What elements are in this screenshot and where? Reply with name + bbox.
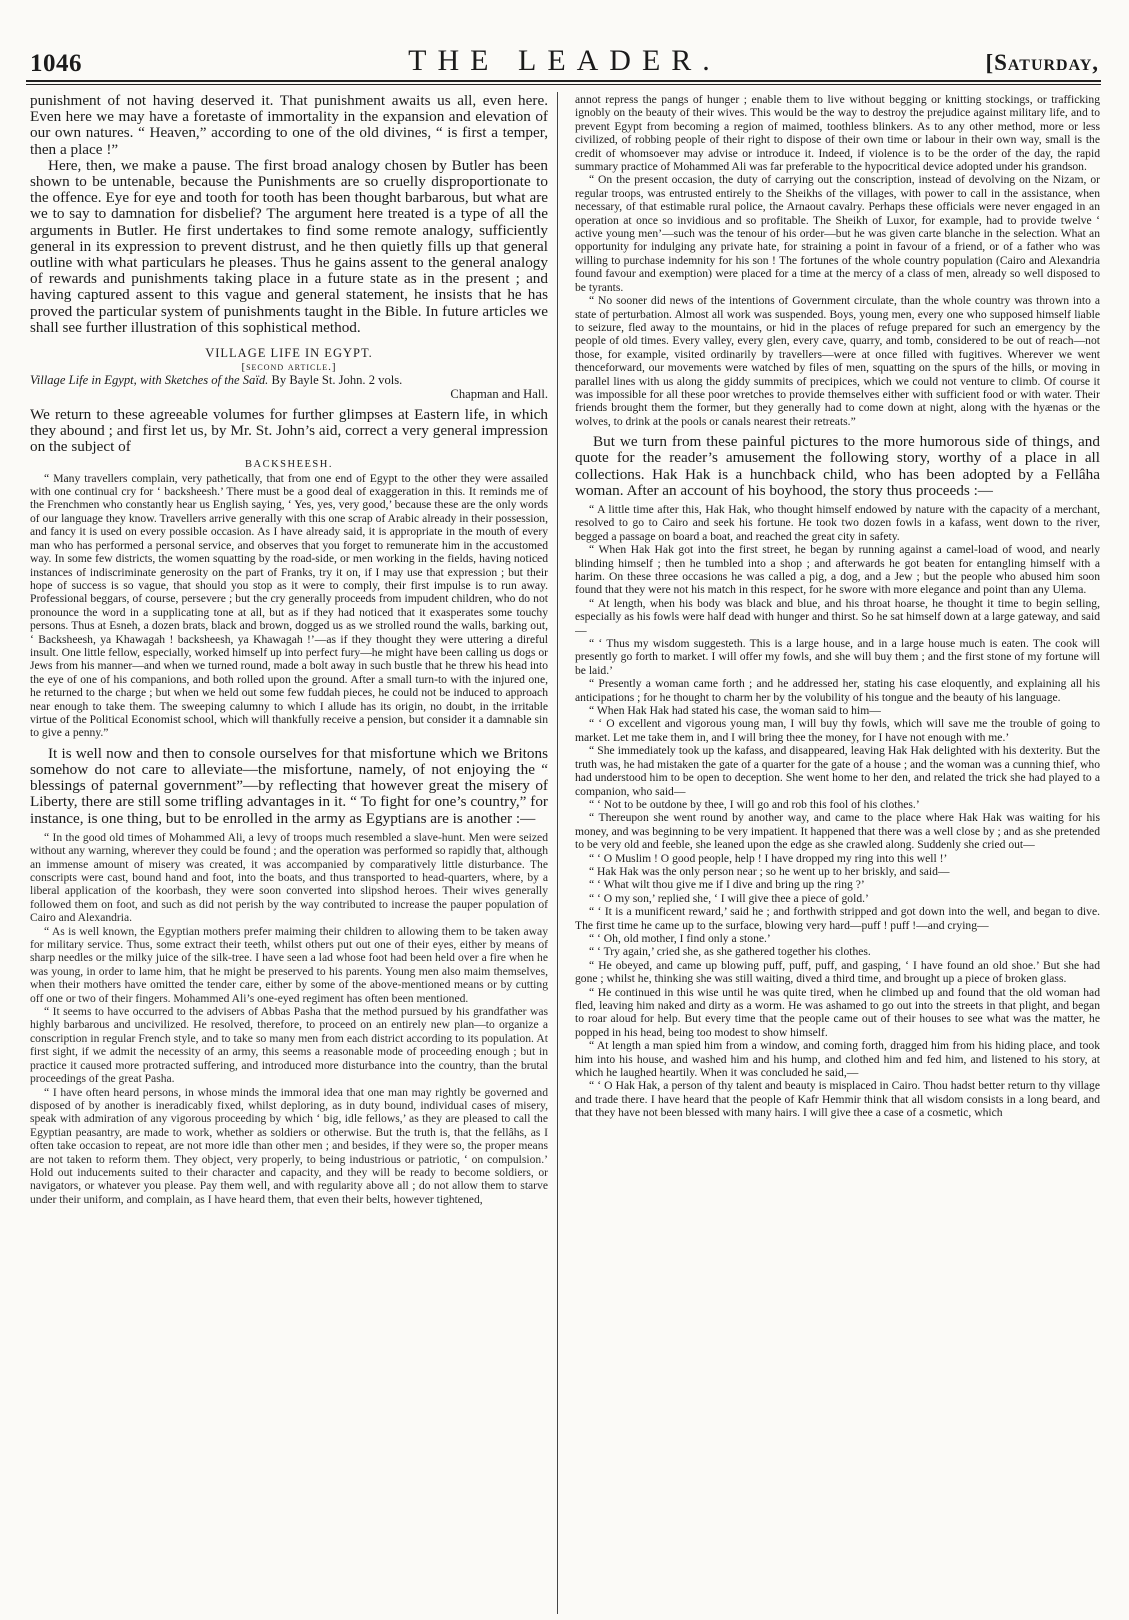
conscription-quote: “ As is well known, the Egyptian mothers prefer maiming their children to allowing them to be taken away for military service. Thus, some extract their teeth, whilst others put out one of their eyes, either by means of sharp needles or the milky juice of the silk-tree. I have seen a lad whose foot had been held over a fire when he was young, in order to lame him, that he might be preserved to his parents. Young men also maim themselves, when their mothers have omitted the tender care, either by some of the above-mentioned means or by cutting off one or two of their fingers. Mohammed Ali’s one-eyed regiment has often been mentioned. [30, 924, 548, 1005]
continuation-quote: “ No sooner did news of the intentions of Government circulate, than the whole country was thrown into a state of perturbation. Almost all work was suspended. Boys, young men, every one who supposed himself liable to seizure, fled away to the mountains, or hid in the places of refuge prepared for such an emergency by the people of old times. Every valley, every glen, every cave, quarry, and tomb, considered to be out of reach—not those, for example, visited ordinarily by travellers—were at once filled with fugitives. Wherever we went thenceforward, our movements were watched by files of men, squatting on the spurs of the hills, or moving in parallel lines with us along the giddy summits of precipices, which we could not venture to climb. Of course it was impossible for all these poor wretches to provide themselves either with sufficient food or with water. Their friends brought them the former, but they generally had to come down at night, along with the hyænas or the wolves, to drink at the pools or canals nearest their retreats.” [575, 294, 1100, 428]
right-column [575, 93, 1100, 1613]
story-quote: “ He continued in this wise until he was quite tired, when he climbed up and found that the old woman had fled, leaving him naked and dirty as a worm. He was ashamed to go out into the streets in that plight, and began to roar aloud for help. But every time that the people came out of their houses to see what was the matter, he popped in his head, being too modest to show himself. [575, 985, 1100, 1039]
masthead-rule-thick [26, 80, 1101, 82]
story-quote: “ ‘ O Muslim ! O good people, help ! I have dropped my ring into this well !’ [589, 851, 948, 865]
section-heading: BACKSHEESH. [245, 458, 333, 470]
story-quote: “ ‘ Oh, old mother, I find only a stone.’ [589, 931, 771, 945]
newspaper-title: THE LEADER. [408, 44, 721, 77]
story-quote: “ ‘ O Hak Hak, a person of thy talent and beauty is misplaced in Cairo. Thou hadst better return to thy village and trade there. I have heard that the people of Kafr Hemmir think that all wisdom consists in a long beard, and that they have not been blessed with many hairs. I will give thee a case of a cosmetic, which [575, 1079, 1100, 1120]
masthead [0, 0, 1129, 84]
conscription-quote: “ I have often heard persons, in whose minds the immoral idea that one man may rightly be governed and disposed of by another is ineradicably fixed, whilst deploring, as in duty bound, individual cases of misery, speak with admiration of any vigorous proceeding by which ‘ big, idle fellows,’ as they are pleased to call the Egyptian peasantry, are made to work, whether as soldiers or otherwise. But the truth is, that the fellâhs, as I often take occasion to repeat, are not more idle than other men ; and besides, if they were so, the proper means are not taken to reform them. They object, very properly, to being industrious or patriotic, ‘ on compulsion.’ Hold out inducements suited to their character and capacity, and they will be ready to become soldiers, or navigators, or whatever you please. Pay them well, and with regularity above all ; do not allow them to starve under their uniform, and complain, as I have heard them, that even their belts, however tightened, [30, 1085, 548, 1206]
story-quote: “ Thereupon she went round by another way, and came to the place where Hak Hak was waiting for his money, and was beginning to be very impatient. It happened that there was a well close by ; and as she pretended to be very old and feeble, she leaned upon the edge as she crawled along. Suddenly she cried out— [575, 811, 1100, 852]
continuation-quote: annot repress the pangs of hunger ; enable them to live without begging or knitting stockings, or trafficking ignobly on the beauty of their wives. This would be the way to destroy the prejudice against military life, and to prevent Egypt from becoming a region of maimed, toothless blinkers. As to any other method, more or less civilized, of robbing people of their right to dispose of their own time or labour in their own way, small is the credit of whomsoever may advise or introduce it. Indeed, if violence is to be the order of the day, the rapid summary practice of Mohammed Ali was far preferable to the hypocritical device adopted under his grandson. [575, 93, 1100, 174]
book-title: Village Life in Egypt, with Sketches of the Saïd. [30, 373, 269, 388]
story-quote: “ At length a man spied him from a window, and coming forth, dragged him from his hiding place, and took him into his house, and washed him and his hump, and clothed him and fed him, and listened to his story, at which he laughed heartily. When it was concluded he said,— [575, 1039, 1100, 1080]
intro-paragraph: punishment of not having deserved it. That punishment awaits us all, even here. Even here we may have a foretaste of immortality in the expansion and elevation of our own natures. “ Heaven,” according to one of the old divines, “ is first a temper, then a place !” [30, 93, 548, 158]
transition-paragraph: But we turn from these painful pictures to the more humorous side of things, and quote for the reader’s amusement the following story, worthy of a place in all collections. Hak Hak is a hunchback child, who has been adopted by a Fellâha woman. After an account of his boyhood, the story thus proceeds :— [575, 433, 1100, 499]
story-quote: “ When Hak Hak had stated his case, the woman said to him— [589, 704, 881, 718]
left-column [30, 93, 548, 1613]
story-quote: “ At length, when his body was black and blue, and his throat hoarse, he thought it time to begin selling, especially as his fowls were half dead with hunger and thirst. So he sat himself down at a large gateway, and said— [575, 596, 1100, 637]
article-heading: VILLAGE LIFE IN EGYPT. [205, 346, 373, 361]
conscription-quote: “ In the good old times of Mohammed Ali, a levy of troops much resembled a slave-hunt. Men were seized without any warning, wherever they could be found ; and the operation was performed so rapidly that, although an immense amount of misery was created, it was accompanied by comparatively little disturbance. The conscripts were cast, bound hand and foot, into the boats, and thus transported to head-quarters, where, by a liberal application of the koorbash, they were soon converted into slipshod heroes. Their wives generally followed them on foot, and such as did not perish by the way contributed to increase the pauper population of Cairo and Alexandria. [30, 830, 548, 925]
backsheesh-quote: “ Many travellers complain, very pathetically, that from one end of Egypt to the other they were assailed with one continual cry for ‘ backsheesh.’ There must be a good deal of exaggeration in this. It reminds me of the Frenchmen who constantly hear us English saying, ‘ Yes, yes, very good,’ because these are the only words of our language they know. Travellers arrive generally with this one scrap of Arabic already in their possession, and fancy it is used on every possible occasion. As I have already said, it is appropriate in the mouth of every man who has performed a personal service, and observes that you forget to remunerate him in the accustomed way. In some few districts, the women squatting by the road-side, or men working in the fields, having noticed instances of indiscriminate generosity on the part of Franks, try it on, if I may use that expression ; but their hope of success is so vague, that should you stop as it were to comply, their first impulse is to run away. Professional beggars, of course, persevere ; but the cry generally proceeds from impudent children, who do not pronounce the word in a supplicating tone at all, but as if they had noticed that it exasperates some touchy persons. Thus at Esneh, a dozen brats, black and brown, dogged us as we strolled round the walls, barking out, ‘ Backsheesh, ya Khawagah ! backsheesh, ya Khawagah !’—as if they thought they were uttering a direful insult. One little fellow, especially, worked himself up into perfect fury—he might have been calling us dogs or Jews from his manner—and when we turned round, made a bolt away in such bustle that he threw his head into the eye of one of his companions, and both rolled upon the ground. After a small turn-to with the injured one, he returned to the charge ; but when we held out some few fuddah pieces, he could not be induced to approach near enough to take them. The sweeping calumny to which I allude has its origin, no doubt, in the irritable virtue of the Political Economist school, which will thankfully receive a pension, but consider it a damnable sin to give a penny.” [30, 471, 548, 740]
masthead-rule-thin [26, 84, 1101, 85]
story-quote: “ ‘ What wilt thou give me if I dive and bring up the ring ?’ [589, 878, 865, 892]
story-quote: “ He obeyed, and came up blowing puff, puff, puff, and gasping, ‘ I have found an old shoe.’ But she had gone ; whilst he, thinking she was still waiting, dived a third time, and brought up a piece of broken glass. [575, 958, 1100, 986]
story-quote: “ ‘ Not to be outdone by thee, I will go and rob this fool of his clothes.’ [589, 797, 920, 811]
story-quote: “ ‘ O excellent and vigorous young man, I will buy thy fowls, which will save me the trouble of going to market. Let me take them in, and I will bring thee the money, for I have not enough with me.’ [575, 717, 1100, 744]
story-quote: “ She immediately took up the kafass, and disappeared, leaving Hak Hak delighted with his dexterity. But the truth was, he had mistaken the gate of a quarter for the gate of a house ; and the woman was a cunning thief, who had understood him to be open to deception. She went home to her den, and related the trick she had played to a companion, who said— [575, 744, 1100, 798]
story-quote: “ Presently a woman came forth ; and he addressed her, stating his case eloquently, and explaining all his anticipations ; for he thought to charm her by the volubility of his tongue and the beauty of his language. [575, 677, 1100, 704]
book-citation [30, 373, 548, 401]
story-quote: “ A little time after this, Hak Hak, who thought himself endowed by nature with the capacity of a merchant, resolved to go to Cairo and seek his fortune. He took two dozen fowls in a kafass, went down to the river, begged a passage on board a boat, and reached the great city in safety. [575, 502, 1100, 543]
consolation-paragraph: It is well now and then to console ourselves for that misfortune which we Britons somehow do not care to alleviate—the misfortune, namely, of not enjoying the “ blessings of paternal government”—by reflecting that however great the misery of Liberty, there are still some trifling advantages in it. “ To fight for one’s country,” for instance, is one thing, but to be enrolled in the army as Egyptians are is another :— [30, 744, 548, 827]
story-quote: “ Hak Hak was the only person near ; so he went up to her briskly, and said— [589, 864, 950, 878]
conscription-quote: “ It seems to have occurred to the advisers of Abbas Pasha that the method pursued by his grandfather was highly barbarous and uncivilized. He resolved, therefore, to proceed on an entirely new plan—to organize a conscription in regular French style, and to take so many men from each district according to its population. At first sight, if we admit the necessity of an army, this seems a reasonable mode of proceeding enough ; but in practice it caused more protracted suffering, and introduced more disturbance into the country, than the brutal proceedings of the great Pasha. [30, 1005, 548, 1086]
column-divider [557, 92, 558, 1614]
story-quote: “ ‘ Thus my wisdom suggesteth. This is a large house, and in a large house much is eaten. The cook will presently go forth to market. I will offer my fowls, and she will buy them ; and the first stone of my fortune will be laid.’ [575, 637, 1100, 677]
article-opening: We return to these agreeable volumes for further glimpses at Eastern life, in which they abound ; and first let us, by Mr. St. John’s aid, correct a very general impression on the subject of [30, 406, 548, 456]
book-publisher: Chapman and Hall. [450, 387, 548, 402]
story-quote: “ ‘ O my son,’ replied she, ‘ I will give thee a piece of gold.’ [589, 891, 869, 905]
book-author: By Bayle St. John. 2 vols. [271, 373, 403, 388]
page-number: 1046 [30, 50, 82, 77]
story-quote: “ ‘ It is a munificent reward,’ said he ; and forthwith stripped and got down into the well, and began to dive. The first time he came up to the surface, blowing very hard—puff ! puff !—and crying— [575, 905, 1100, 932]
continuation-quote: “ On the present occasion, the duty of carrying out the conscription, instead of devolving on the Nizam, or regular troops, was entrusted entirely to the Sheikhs of the villages, with power to call in the assistance, when necessary, of that estimable rural police, the Arnaout cavalry. Perhaps these officials were never engaged in an operation at once so invidious and so profitable. The Sheikh of Luxor, for example, had to provide twelve ‘ active young men’—such was the tenour of his order—but he was given carte blanche in the selection. What an opportunity for indulging any private hate, for straining a point in favour of a friend, or of a father who was willing to purchase indemnity for his son ! The fortunes of the whole country population (Cairo and Alexandria found favour and exemption) were placed for a time at the mercy of a class of men, already so well disposed to be tyrants. [575, 173, 1100, 294]
story-quote: “ When Hak Hak got into the first street, he began by running against a camel-load of wood, and nearly blinding himself ; then he tumbled into a shop ; and afterwards he got beaten for entangling himself with a harim. On these three occasions he was called a pig, a dog, and a Jew ; but the people who abused him soon found that they were not his match in this respect, for he swore with more elegance and point than any Ulema. [575, 543, 1100, 597]
intro-paragraph: Here, then, we make a pause. The first broad analogy chosen by Butler has been shown to be untenable, because the Punishments are so cruelly disproportionate to the offence. Eye for eye and tooth for tooth has been thought barbarous, but what are we to say to damnation for disbelief? The argument here treated is a type of all the arguments in Butler. He first undertakes to find some remote analogy, sufficiently general in its expression to prevent distrust, and he then quietly fills up that general outline with what particulars he pleases. Thus he gains assent to the general analogy of rewards and punishments taking place in a future state as in the present ; and having captured assent to this vague and general statement, he insists that he has proved the particular system of punishments taught in the Bible. In future articles we shall see further illustration of this sophistical method. [30, 156, 548, 336]
story-quote: “ ‘ Try again,’ cried she, as she gathered together his clothes. [589, 945, 871, 959]
issue-day: [Saturday, [985, 50, 1099, 75]
article-subheading: [second article.] [241, 361, 337, 374]
